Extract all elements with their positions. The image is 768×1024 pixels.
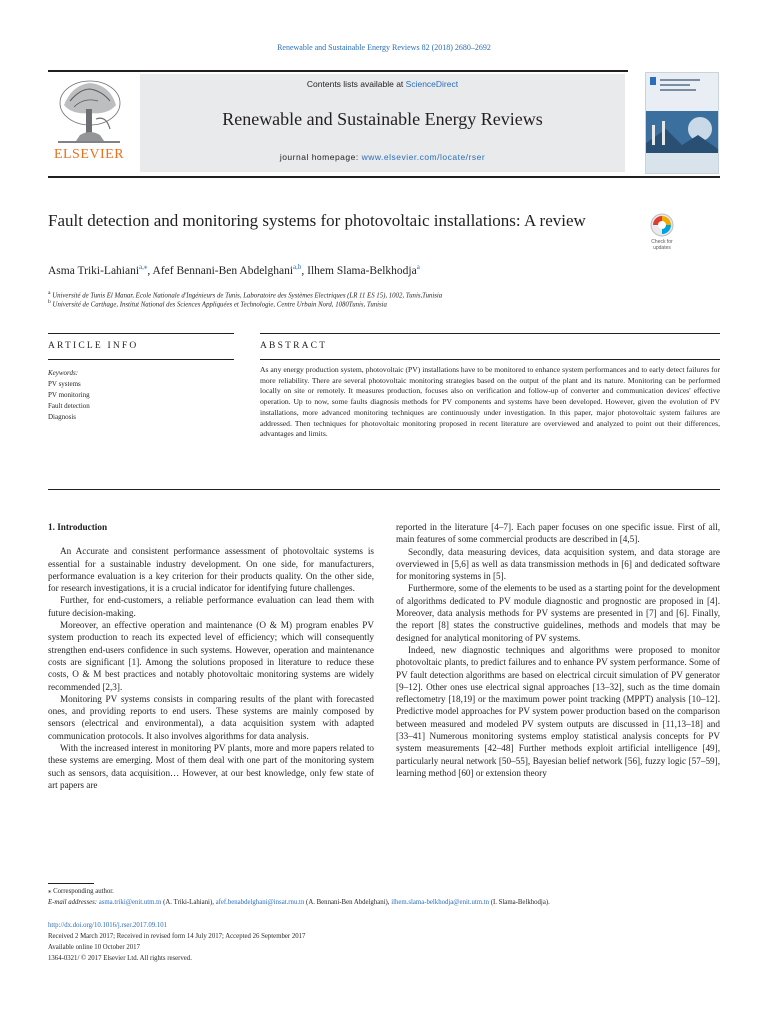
keyword: PV monitoring — [48, 391, 90, 399]
email-link[interactable]: afef.benabdelghani@insat.rnu.tn — [215, 899, 305, 906]
body-paragraph: With the increased interest in monitoring PV plants, more and more papers related to these systems are emerging. Most of them deal with one part of the monitoring system such as sensors, data acquisition… However, at our best knowledge, only few state of art papers are — [48, 743, 374, 790]
email-link[interactable]: ilhem.slama-belkhodja@enit.utm.tn — [391, 899, 490, 906]
section-heading: 1. Introduction — [48, 522, 108, 532]
abstract-heading: ABSTRACT — [260, 341, 328, 351]
abstract-rule — [260, 333, 720, 334]
elsevier-wordmark: ELSEVIER — [53, 147, 125, 162]
article-info-rule-bottom — [48, 359, 234, 360]
keyword: Diagnosis — [48, 413, 76, 421]
sciencedirect-link[interactable]: ScienceDirect — [405, 79, 459, 89]
abstract-end-rule — [48, 489, 720, 490]
email-addresses — [48, 898, 728, 907]
email-owner: (I. Slama-Belkhodja). — [489, 899, 550, 906]
header-rule — [48, 70, 628, 72]
check-for-updates-icon[interactable] — [645, 213, 679, 253]
author-name: Afef Bennani-Ben Abdelghani — [152, 264, 294, 277]
article-info-rule — [48, 333, 234, 334]
keyword: PV systems — [48, 380, 81, 388]
check-updates-label: Check for — [651, 239, 673, 245]
homepage-line — [140, 152, 625, 162]
journal-cover-image — [645, 72, 719, 174]
article-info-heading: ARTICLE INFO — [48, 341, 139, 351]
affiliation-mark: a — [48, 290, 51, 296]
body-paragraph: reported in the literature [4–7]. Each paper focuses on one specific issue. First of all, main features of some commercial products are described in [4,5]. — [396, 522, 720, 545]
body-paragraph: Monitoring PV systems consists in comparing results of the plant with forecasted ones, and providing reports to end users. These systems are mainly composed by sensors (electrical and environmental), a data acquisition system with adapted communication protocols. It also involves algorithms for data analysis. — [48, 693, 374, 741]
email-owner: (A. Bennani-Ben Abdelghani), — [304, 899, 392, 906]
contents-line — [140, 79, 625, 89]
journal-citation[interactable]: Renewable and Sustainable Energy Reviews 82 (2018) 2680–2692 — [277, 43, 491, 52]
body-column-right — [396, 521, 720, 779]
email-link[interactable]: asma.triki@enit.utm.tn — [98, 899, 162, 906]
copyright-line: 1364-0321/ © 2017 Elsevier Ltd. All rights reserved. — [48, 955, 192, 962]
abstract-rule-bottom — [260, 359, 720, 360]
affiliation-text: Université de Tunis El Manar, Ecole Nationale d'Ingénieurs de Tunis, Laboratoire des Systèmes Electriques (LR 11 ES 15), 1002, Tunis,Tunisia — [52, 292, 443, 300]
keywords-label: Keywords: — [48, 369, 79, 377]
body-paragraph: Further, for end-customers, a reliable performance evaluation can lead them with future decision-making. — [48, 595, 374, 618]
author-affiliation-mark[interactable]: a,b — [293, 263, 302, 271]
author-name: Asma Triki-Lahiani — [48, 264, 140, 277]
journal-title: Renewable and Sustainable Energy Reviews — [222, 109, 543, 129]
body-paragraph: Moreover, an effective operation and maintenance (O & M) program enables PV system production to reach its expected level of efficiency; which will consequently strengthen end-users confidence in such systems. However, operation and maintenance costs are significant [1]. Among the solutions proposed in literature to reduce these costs, O & M best practices and notably photovoltaic monitoring systems are widely recommended [2,3]. — [48, 620, 374, 692]
article-title: Fault detection and monitoring systems for photovoltaic installations: A review — [48, 211, 586, 230]
body-paragraph: Furthermore, some of the elements to be used as a starting point for the development of algorithms dedicated to PV module diagnostic and prognostic are proposed in [4]. Moreover, data analysis methods for PV systems are presented in [7] and [6]. Finally, the report [8] states the constructive guidelines, methods and models that may be designed for analytical monitoring of PV systems. — [396, 583, 720, 643]
affiliation-a — [48, 290, 728, 299]
received-dates: Received 2 March 2017; Received in revised form 14 July 2017; Accepted 26 September 2017 — [48, 933, 306, 940]
body-column-left — [48, 521, 374, 791]
author-affiliation-mark[interactable]: a — [416, 263, 420, 271]
email-label: E-mail addresses: — [48, 899, 99, 906]
keyword: Fault detection — [48, 402, 90, 410]
corresponding-author-note: ⁎ Corresponding author. — [48, 888, 114, 895]
author-list: Asma Triki-Lahiani$^{a,⁎}$, Afef Bennani-Ben Abdelghani$^{a,b}$, Ilhem Slama-Belkhodja$^a$ — [48, 263, 420, 277]
affiliation-b — [48, 299, 728, 308]
author-name: Ilhem Slama-Belkhodja — [307, 264, 417, 277]
homepage-link[interactable]: www.elsevier.com/locate/rser — [361, 152, 486, 162]
body-paragraph: Indeed, new diagnostic techniques and algorithms were proposed to monitor photovoltaic plants, to predict failures and to enhance PV system performance. Some of PV fault detection algorithms are based on electrical circuit simulation of PV generator [9–12]. Other ones use electrical signal approaches [13–32], such as the time domain reflectometry [18,19] or the maximum power point tracking (MPPT) analysis [10–12]. Predictive model approaches for PV system power production based on the comparison between measured and modeled PV system outputs are discussed in [11,13–18] and [33–41] Numerous monitoring systems employ statistical analysis concepts for PV system measurements [42–48] Further methods exploit artificial intelligence [49], particularly neural network [50–55], Bayesian belief network [56], fuzzy logic [57–59], learning method [60] or extension theory — [396, 644, 720, 778]
header-divider — [48, 176, 720, 178]
contents-prefix: Contents lists available at — [306, 79, 406, 89]
homepage-prefix: journal homepage: — [279, 152, 362, 162]
body-paragraph: Secondly, data measuring devices, data acquisition system, and data storage are overviewed in [5,6] as well as data transmission methods in [6] and dedicated software for monitoring systems in [5]. — [396, 546, 720, 582]
affiliation-mark: b — [48, 299, 51, 305]
author-affiliation-mark[interactable]: a,⁎ — [139, 263, 148, 271]
email-owner: (A. Triki-Lahiani), — [161, 899, 216, 906]
body-paragraph: An Accurate and consistent performance assessment of photovoltaic systems is essential for a sustainable industry development. On one side, for manufacturers, performance evaluation is a key criterion for their products quality. On the other side, for research investigations, it is a crucial indicator for identifying future challenges. — [48, 546, 374, 594]
available-online-date: Available online 10 October 2017 — [48, 944, 140, 951]
doi-link[interactable]: http://dx.doi.org/10.1016/j.rser.2017.09.101 — [48, 922, 168, 929]
abstract-text: As any energy production system, photovoltaic (PV) installations have to be monitored to enhance system performances and to early detect failures for more reliability. There are several photovoltaic monitoring strategies based on the output of the plant and its nature. Monitoring can be performed locally on site or remotely. It measures production, focuses also on verification and follow-up of converter and communication devices' effective operation. Up to now, some faults diagnosis methods for PV components and systems have been developed. However, given the evolution of PV installations, more advanced monitoring techniques are continuously under investigation. In this paper, major photovoltaic system failures are addressed. Then techniques for photovoltaic monitoring proposed in recent literature are overviewed and analyzed to point out their differences, advantages and limits. — [260, 365, 720, 439]
footnote-rule — [48, 883, 94, 884]
check-updates-label-2: updates — [653, 245, 671, 251]
affiliation-text: Université de Carthage, Institut National des Sciences Appliquées et Technologie, Centre Urbain Nord, 1080Tunis, Tunisia — [52, 301, 387, 309]
